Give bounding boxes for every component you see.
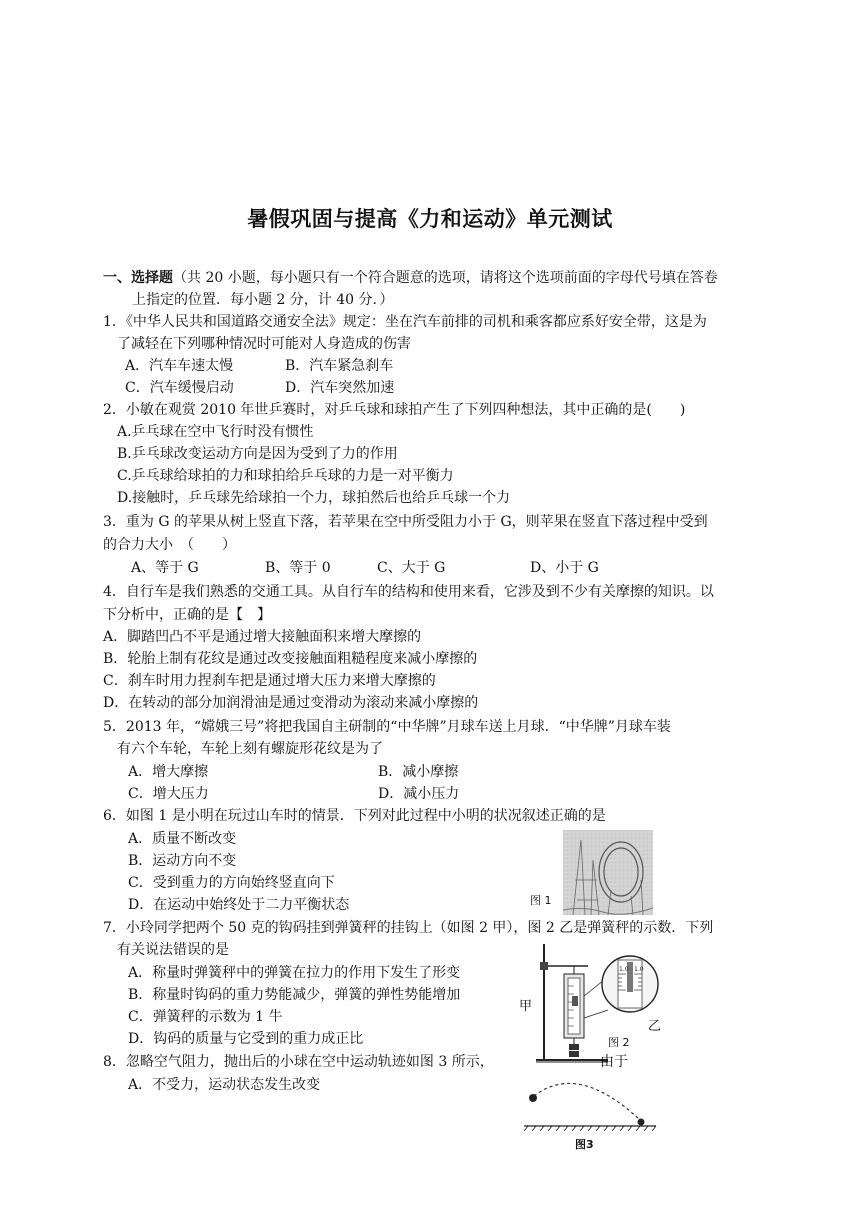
q8-option-a: A．不受力，运动状态发生改变 — [128, 1077, 321, 1093]
q5-option-c: C．增大压力 — [128, 786, 209, 802]
q5-option-b: B．减小摩擦 — [378, 764, 459, 780]
q4-option-b: B．轮胎上制有花纹是通过改变接触面粗糙程度来减小摩擦的 — [103, 651, 478, 667]
q6-stem: 6．如图 1 是小明在玩过山车时的情景．下列对此过程中小明的状况叙述正确的是 — [103, 808, 606, 824]
q7-option-b: B．称量时钩码的重力势能减少，弹簧的弹性势能增加 — [128, 987, 461, 1003]
spring-scale-diagram — [518, 936, 670, 1066]
figure-3-label: 图3 — [575, 1138, 594, 1151]
figure-2-label-jia: 甲 — [519, 999, 533, 1014]
q5-stem-2: 有六个车轮，车轮上刻有螺旋形花纹是为了 — [117, 741, 383, 757]
ball-trajectory-diagram — [520, 1074, 660, 1136]
q6-option-d: D．在运动中始终处于二力平衡状态 — [128, 897, 350, 913]
q5-option-d: D．减小压力 — [378, 786, 460, 802]
q1-option-d: D．汽车突然加速 — [285, 380, 395, 396]
section-intro-line-2: 上指定的位置．每小题 2 分，计 40 分．） — [132, 292, 394, 308]
q1-stem-1: 1．《中华人民共和国道路交通安全法》规定：坐在汽车前排的司机和乘客都应系好安全带，这是为 — [103, 314, 707, 330]
q7-stem-1: 7．小玲同学把两个 50 克的钩码挂到弹簧秤的挂钩上（如图 2 甲），图 2 乙是弹簧秤的示数．下列 — [103, 920, 714, 936]
q3-option-b: B、等于 0 — [265, 560, 331, 576]
q7-option-d: D．钩码的质量与它受到的重力成正比 — [128, 1031, 364, 1047]
q7-option-a: A．称量时弹簧秤中的弹簧在拉力的作用下发生了形变 — [128, 965, 461, 981]
scale-reading-right: 1.0 — [634, 966, 644, 973]
q5-stem-1: 5．2013 年，“嫦娥三号”将把我国自主研制的“中华牌”月球车送上月球．“中华牌”月球车装 — [103, 719, 671, 735]
q7-stem-2: 有关说法错误的是 — [117, 942, 229, 958]
q3-option-d: D、小于 G — [530, 560, 599, 576]
q2-option-b: B.乒乓球改变运动方向是因为受到了力的作用 — [117, 446, 398, 462]
q7-option-c: C．弹簧秤的示数为 1 牛 — [128, 1009, 283, 1025]
q6-option-c: C．受到重力的方向始终竖直向下 — [128, 875, 335, 891]
section-intro — [103, 268, 718, 288]
q2-stem: 2．小敏在观赏 2010 年世乒赛时，对乒乓球和球拍产生了下列四种想法，其中正确的是( ) — [103, 402, 686, 418]
q2-option-d: D.接触时，乒乓球先给球拍一个力，球拍然后也给乒乓球一个力 — [117, 490, 511, 506]
q8-stem — [103, 1052, 494, 1072]
page-title: 暑假巩固与提高《力和运动》单元测试 — [247, 207, 613, 231]
q3-stem-2: 的合力大小 （ ） — [103, 537, 236, 553]
q3-stem-1: 3．重为 G 的苹果从树上竖直下落，若苹果在空中所受阻力小于 G，则苹果在竖直下落过程中受到 — [103, 514, 708, 530]
q2-option-a: A.乒乓球在空中飞行时没有惯性 — [117, 424, 314, 440]
q4-option-c: C．刹车时用力捏刹车把是通过增大压力来增大摩擦的 — [103, 673, 436, 689]
q6-option-b: B．运动方向不变 — [128, 853, 237, 869]
q2-option-c: C.乒乓球给球拍的力和球拍给乒乓球的力是一对平衡力 — [117, 468, 454, 484]
scale-reading-left: 1.0 — [619, 966, 629, 973]
q1-option-c: C．汽车缓慢启动 — [125, 380, 234, 396]
q3-option-c: C、大于 G — [377, 560, 446, 576]
q8-stem-b: 由于 — [600, 1054, 628, 1070]
q4-option-d: D．在转动的部分加润滑油是通过变滑动为滚动来减小摩擦的 — [103, 695, 479, 711]
figure-1-label: 图 1 — [530, 894, 552, 907]
q8-stem-a: 8．忽略空气阻力，抛出后的小球在空中运动轨迹如图 3 所示， — [103, 1054, 494, 1070]
q4-stem-1: 4．自行车是我们熟悉的交通工具。从自行车的结构和使用来看，它涉及到不少有关摩擦的知识。以 — [103, 584, 714, 600]
q6-option-a: A．质量不断改变 — [128, 831, 237, 847]
figure-2-label: 图 2 — [608, 1036, 630, 1049]
q3-option-a: A、等于 G — [131, 560, 199, 576]
section-intro-line-1: （共 20 小题，每小题只有一个符合题意的选项，请将这个选项前面的字母代号填在答卷 — [173, 270, 718, 286]
q1-option-a: A．汽车车速太慢 — [125, 358, 234, 374]
q1-stem-2: 了减轻在下列哪种情况时可能对人身造成的伤害 — [117, 336, 411, 352]
q1-option-b: B．汽车紧急刹车 — [285, 358, 394, 374]
section-heading: 一、选择题 — [103, 270, 173, 286]
roller-coaster-photo — [563, 830, 653, 915]
q5-option-a: A．增大摩擦 — [128, 764, 209, 780]
figure-2-label-yi: 乙 — [648, 1019, 662, 1034]
q4-option-a: A．脚踏凹凸不平是通过增大接触面积来增大摩擦的 — [103, 629, 422, 645]
q4-stem-2: 下分析中，正确的是【 】 — [103, 607, 271, 623]
